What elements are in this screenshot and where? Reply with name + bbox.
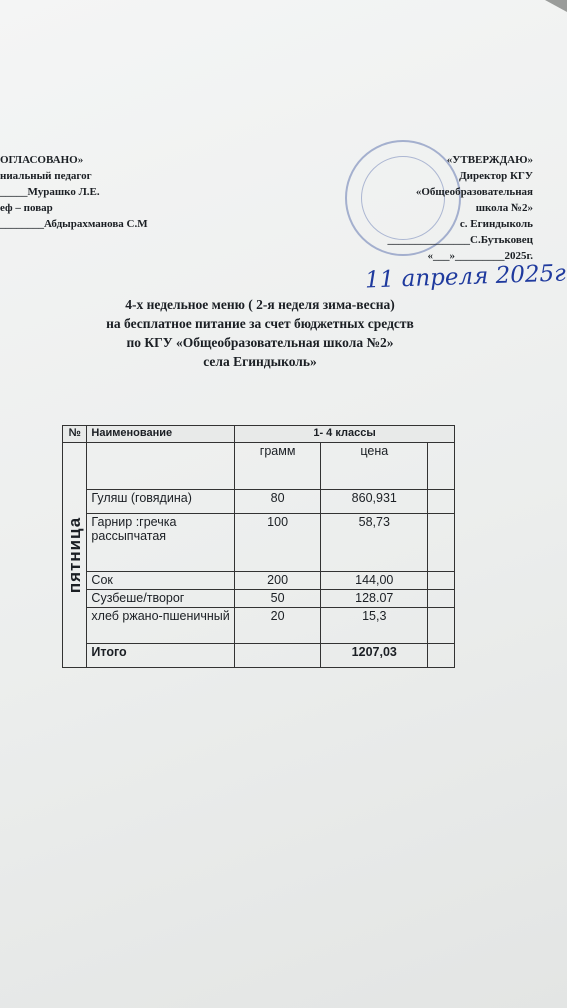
total-label: Итого bbox=[87, 644, 235, 668]
day-label: пятница bbox=[64, 516, 84, 594]
table-row bbox=[63, 608, 455, 644]
approver-name-2: ________Абдырахманова С.М bbox=[0, 218, 148, 230]
row-gram: 80 bbox=[235, 490, 321, 514]
row-name: Сузбеше/творог bbox=[87, 590, 235, 608]
approval-title: ОГЛАСОВАНО» bbox=[0, 154, 84, 166]
school-name-line2: школа №2» bbox=[475, 202, 533, 214]
title-line-3: по КГУ «Общеобразовательная школа №2» bbox=[126, 335, 394, 350]
row-name: Гарнир :гречка рассыпчатая bbox=[87, 514, 235, 572]
table-row bbox=[63, 514, 455, 572]
table-header-row bbox=[63, 426, 455, 443]
table-row bbox=[63, 490, 455, 514]
total-row bbox=[63, 644, 455, 668]
subheader-gram: грамм bbox=[235, 443, 321, 490]
header-name: Наименование bbox=[87, 426, 235, 443]
row-price: 15,3 bbox=[321, 608, 428, 644]
village-name: с. Егиндыколь bbox=[459, 218, 533, 230]
table-row bbox=[63, 572, 455, 590]
row-gram: 50 bbox=[235, 590, 321, 608]
director-role: Директор КГУ bbox=[459, 170, 533, 182]
row-gram: 200 bbox=[235, 572, 321, 590]
row-price: 860,931 bbox=[321, 490, 428, 514]
menu-table bbox=[62, 425, 455, 668]
school-name-line1: «Общеобразовательная bbox=[415, 186, 533, 198]
approval-block-right bbox=[388, 153, 534, 265]
table-row bbox=[63, 590, 455, 608]
handwritten-date: 11 апреля 2025г bbox=[364, 260, 567, 294]
row-price: 144,00 bbox=[321, 572, 428, 590]
row-name: хлеб ржано-пшеничный bbox=[87, 608, 235, 644]
row-gram: 100 bbox=[235, 514, 321, 572]
total-value: 1207,03 bbox=[321, 644, 428, 668]
director-name: _______________С.Бутьковец bbox=[387, 234, 533, 246]
approve-title: «УТВЕРЖДАЮ» bbox=[446, 154, 533, 166]
approver-name-1: _____Мурашко Л.Е. bbox=[0, 186, 100, 198]
table-subheader-row bbox=[63, 443, 455, 490]
row-price: 128.07 bbox=[321, 590, 428, 608]
approver-role-1: ниальный педагог bbox=[0, 170, 92, 182]
row-name: Сок bbox=[87, 572, 235, 590]
title-line-4: села Егиндыколь» bbox=[203, 354, 317, 369]
approval-date: «___»_________2025г. bbox=[427, 250, 533, 262]
subheader-price: цена bbox=[321, 443, 428, 490]
header-classes: 1- 4 классы bbox=[235, 426, 455, 443]
document-title bbox=[40, 295, 480, 371]
row-price: 58,73 bbox=[321, 514, 428, 572]
approval-block-left bbox=[0, 153, 148, 233]
row-gram: 20 bbox=[235, 608, 321, 644]
row-name: Гуляш (говядина) bbox=[87, 490, 235, 514]
approver-role-2: еф – повар bbox=[0, 202, 53, 214]
header-num: № bbox=[63, 426, 87, 443]
title-line-2: на бесплатное питание за счет бюджетных средств bbox=[106, 316, 414, 331]
day-cell bbox=[63, 443, 87, 668]
title-line-1: 4-х недельное меню ( 2-я неделя зима-весна) bbox=[125, 297, 395, 312]
